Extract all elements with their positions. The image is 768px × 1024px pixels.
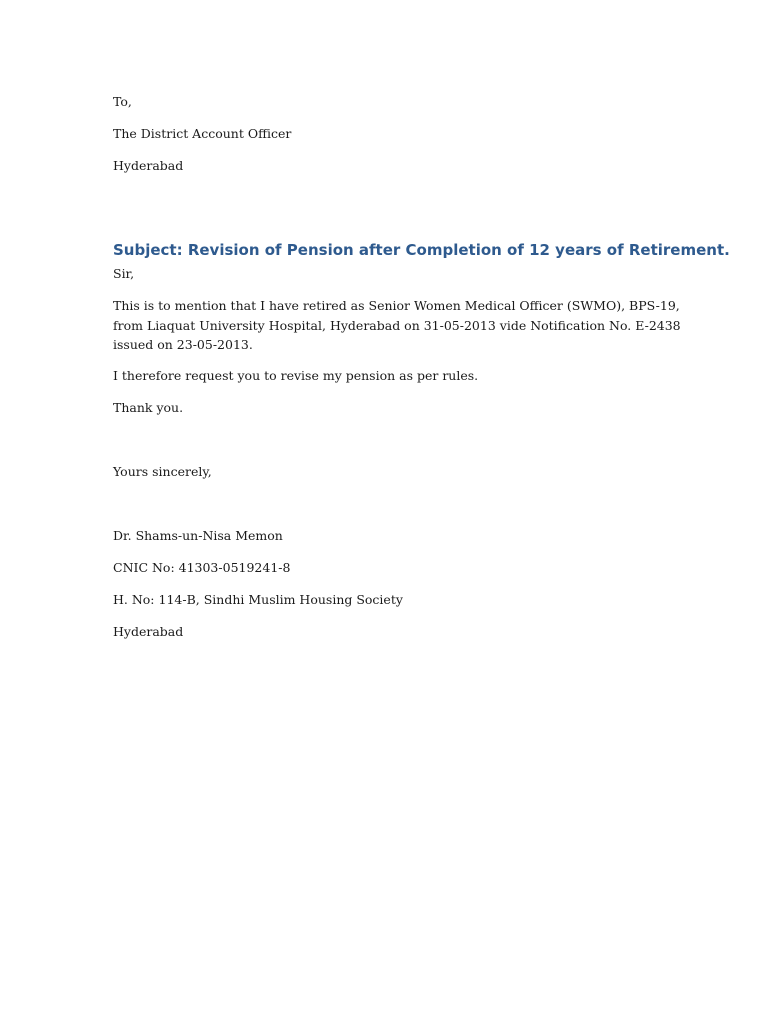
body-line: from Liaquat University Hospital, Hyderabad on 31-05-2013 vide Notification No. E-2438 bbox=[113, 317, 681, 333]
subject-heading: Subject: Revision of Pension after Completion of 12 years of Retirement. bbox=[113, 241, 730, 259]
request-paragraph: I therefore request you to revise my pension as per rules. bbox=[113, 368, 479, 383]
closing-line: Yours sincerely, bbox=[113, 464, 212, 479]
body-line: This is to mention that I have retired as Senior Women Medical Officer (SWMO), BPS-19, bbox=[113, 298, 680, 313]
sender-address: H. No: 114-B, Sindhi Muslim Housing Society bbox=[113, 592, 403, 607]
sender-cnic: CNIC No: 41303-0519241-8 bbox=[113, 560, 291, 575]
thanks-line: Thank you. bbox=[113, 400, 184, 415]
sender-name: Dr. Shams-un-Nisa Memon bbox=[113, 528, 283, 543]
recipient-title: The District Account Officer bbox=[113, 126, 292, 141]
body-paragraph bbox=[113, 296, 681, 355]
recipient-to: To, bbox=[113, 94, 132, 109]
greeting: Sir, bbox=[113, 266, 135, 281]
recipient-city: Hyderabad bbox=[113, 158, 184, 173]
body-line: issued on 23-05-2013. bbox=[113, 337, 253, 352]
sender-city: Hyderabad bbox=[113, 624, 184, 639]
